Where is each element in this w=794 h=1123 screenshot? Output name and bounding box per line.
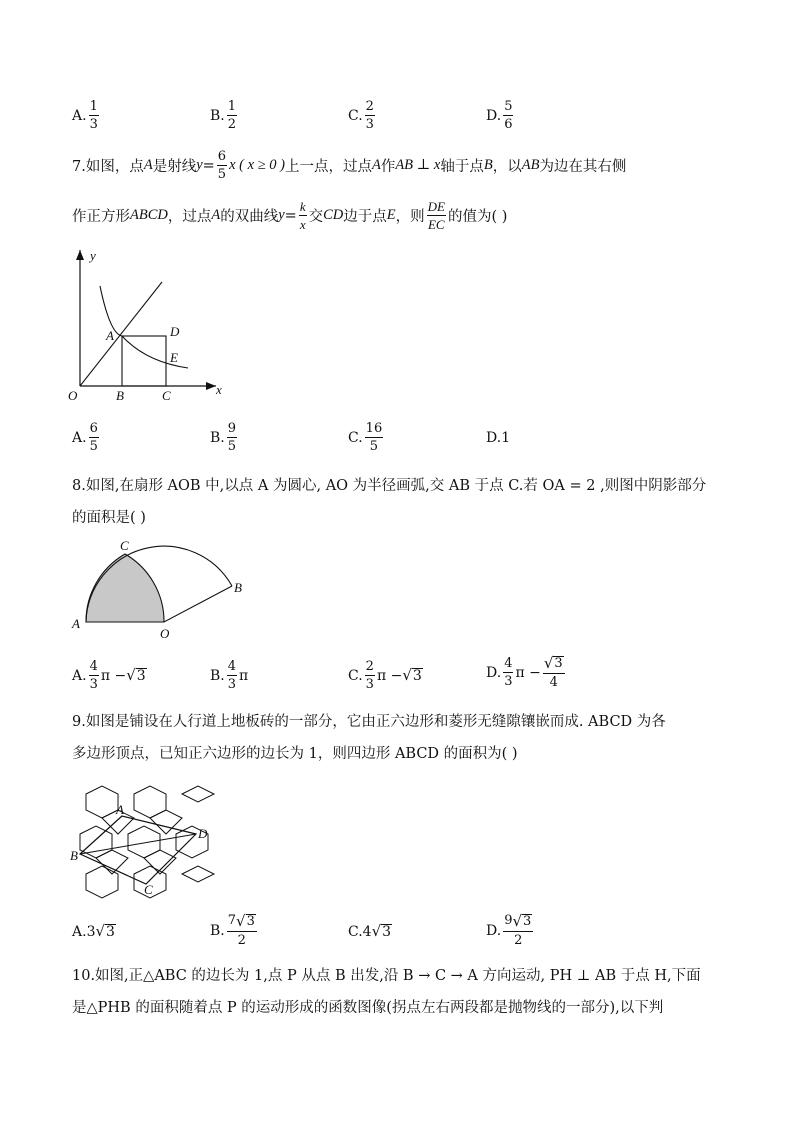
q9-line-2: 多边形顶点，已知正六边形的边长为 1，则四边形 ABCD 的面积为( ) xyxy=(72,746,518,762)
label-o: O xyxy=(68,388,78,403)
q10-line-1: 10.如图,正△ABC 的边长为 1,点 P 从点 B 出发,沿 B → C → A 方向运动, PH ⊥ AB 于点 H,下面 xyxy=(72,968,701,984)
q10-line-2: 是△PHB 的面积随着点 P 的运动形成的函数图像(拐点左右两段都是抛物线的一部分),以下判 xyxy=(72,1000,664,1016)
q8-line-2: 的面积是( ) xyxy=(72,510,146,526)
label-c: C xyxy=(162,388,171,403)
x-axis-arrow-icon xyxy=(206,382,216,390)
q8-line-1: 8.如图,在扇形 AOB 中,以点 A 为圆心, AO 为半径画弧,交 AB 于点 C.若 OA = 2 ,则图中阴影部分 xyxy=(72,478,707,494)
fraction: $\frac{2}{3}$ xyxy=(365,99,374,132)
q7-figure xyxy=(66,244,236,404)
q9-figure xyxy=(66,776,226,900)
q7-option-b: B. $\frac{9}{5}$ xyxy=(210,421,237,454)
y-axis-arrow-icon xyxy=(76,250,84,260)
shaded-region xyxy=(86,554,164,622)
label-b: B xyxy=(116,388,124,403)
fraction: $\frac{1}{3}$ xyxy=(89,99,98,132)
label-d: D xyxy=(170,324,180,339)
q6-option-a: A. $\frac{1}{3}$ xyxy=(72,99,98,132)
q8-option-c: C. $\frac{2}{3}$ π − √ 3 xyxy=(348,659,422,692)
label-y: y xyxy=(90,248,96,263)
label-c: C xyxy=(144,882,153,897)
q8-figure xyxy=(68,534,258,646)
label-a: A xyxy=(116,802,124,817)
q7-line-2: 作正方形 ABCD ，过点 A 的双曲线 y = $\frac{k}{x}$ 交 CD 边于点 E ，则 $\frac{DE}{EC}$ 的值为( ) xyxy=(72,199,508,232)
label-a: A xyxy=(72,616,80,631)
q7-option-a: A. $\frac{6}{5}$ xyxy=(72,421,98,454)
q9-option-c: C. 4 √ 3 xyxy=(348,922,392,941)
q7-line-1: 7.如图，点 A 是射线 y = $\frac{6}{5}$ x ( x ≥ 0 ) 上一点，过点 A 作 AB ⊥ x 轴于点 B ，以 AB 为边在其右侧 xyxy=(72,149,627,182)
q9-option-a: A. 3 √ 3 xyxy=(72,922,115,941)
q6-option-d: D. $\frac{5}{6}$ xyxy=(486,99,513,132)
label-x: x xyxy=(216,382,222,397)
q9-option-b: B. 7 √ 3 2 xyxy=(210,912,255,948)
q9-line-1: 9.如图是铺设在人行道上地板砖的一部分，它由正六边形和菱形无缝隙镶嵌而成. ABCD 为各 xyxy=(72,714,666,730)
q6-option-b: B. $\frac{1}{2}$ xyxy=(210,99,237,132)
label-c: C xyxy=(120,538,129,553)
fraction: $\frac{1}{2}$ xyxy=(227,99,237,132)
q8-option-d: D. $\frac{4}{3}$ π − √ 3 4 xyxy=(486,654,563,690)
label-o: O xyxy=(160,626,170,641)
label-a: A xyxy=(106,328,114,343)
label-d: D xyxy=(198,826,208,841)
q8-option-a: A. $\frac{4}{3}$ π − √ 3 xyxy=(72,659,146,692)
fraction: $\frac{5}{6}$ xyxy=(504,99,513,132)
label-e: E xyxy=(170,350,178,365)
label-b: B xyxy=(70,848,78,863)
q6-option-c: C. $\frac{2}{3}$ xyxy=(348,99,374,132)
q8-option-b: B. $\frac{4}{3}$ π xyxy=(210,659,249,692)
ray xyxy=(80,282,162,386)
q7-option-c: C. $\frac{16}{5}$ xyxy=(348,421,383,454)
label-b: B xyxy=(234,580,242,595)
q7-option-d: D. 1 xyxy=(486,430,511,446)
q9-option-d: D. 9 √ 3 2 xyxy=(486,912,532,948)
